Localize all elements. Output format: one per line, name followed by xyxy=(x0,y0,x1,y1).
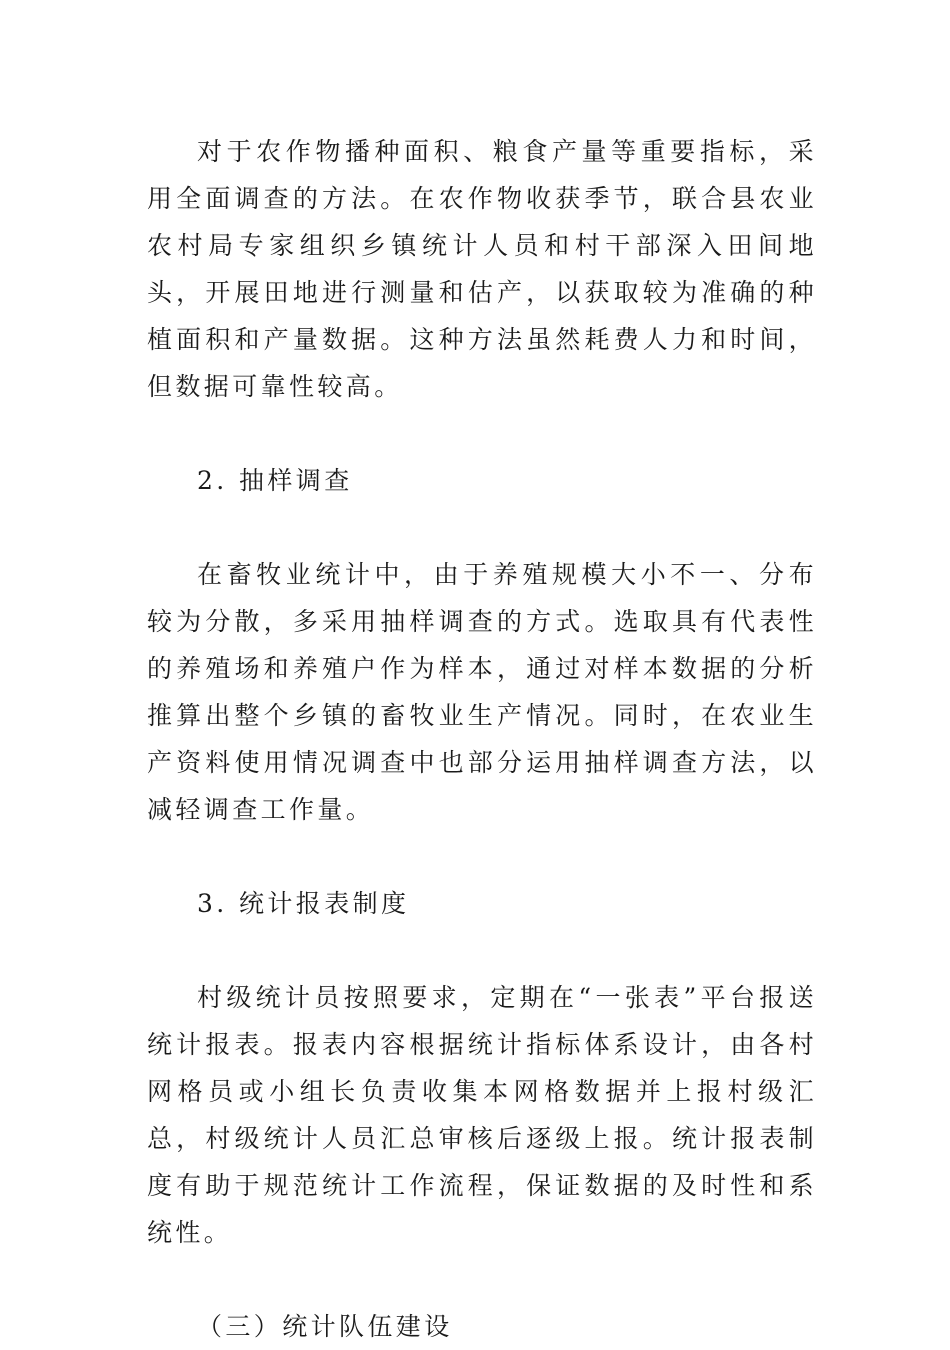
spacer xyxy=(147,410,817,457)
paragraph-statistical-reports: 村级统计员按照要求，定期在“一张表”平台报送统计报表。报表内容根据统计指标体系设计，由各村网格员或小组长负责收集本网格数据并上报村级汇总，村级统计人员汇总审核后逐级上报。统计报表制度有助于规范统计工作流程，保证数据的及时性和系统性。 xyxy=(147,983,817,1247)
heading-statistical-reports: 3. 统计报表制度 xyxy=(197,889,410,918)
paragraph-sampling-survey: 在畜牧业统计中，由于养殖规模大小不一、分布较为分散，多采用抽样调查的方式。选取具有代表性的养殖场和养殖户作为样本，通过对样本数据的分析推算出整个乡镇的畜牧业生产情况。同时，在农业生产资料使用情况调查中也部分运用抽样调查方法，以减轻调查工作量。 xyxy=(147,560,817,824)
spacer xyxy=(147,1256,817,1303)
heading-team-building: （三）统计队伍建设 xyxy=(197,1312,453,1341)
paragraph-full-survey: 对于农作物播种面积、粮食产量等重要指标，采用全面调查的方法。在农作物收获季节，联合县农业农村局专家组织乡镇统计人员和村干部深入田间地头，开展田地进行测量和估产，以获取较为准确的种植面积和产量数据。这种方法虽然耗费人力和时间，但数据可靠性较高。 xyxy=(147,137,817,401)
spacer xyxy=(147,927,817,974)
document-page xyxy=(147,128,817,1350)
spacer xyxy=(147,833,817,880)
heading-sampling-survey: 2. 抽样调查 xyxy=(197,466,353,495)
spacer xyxy=(147,504,817,551)
